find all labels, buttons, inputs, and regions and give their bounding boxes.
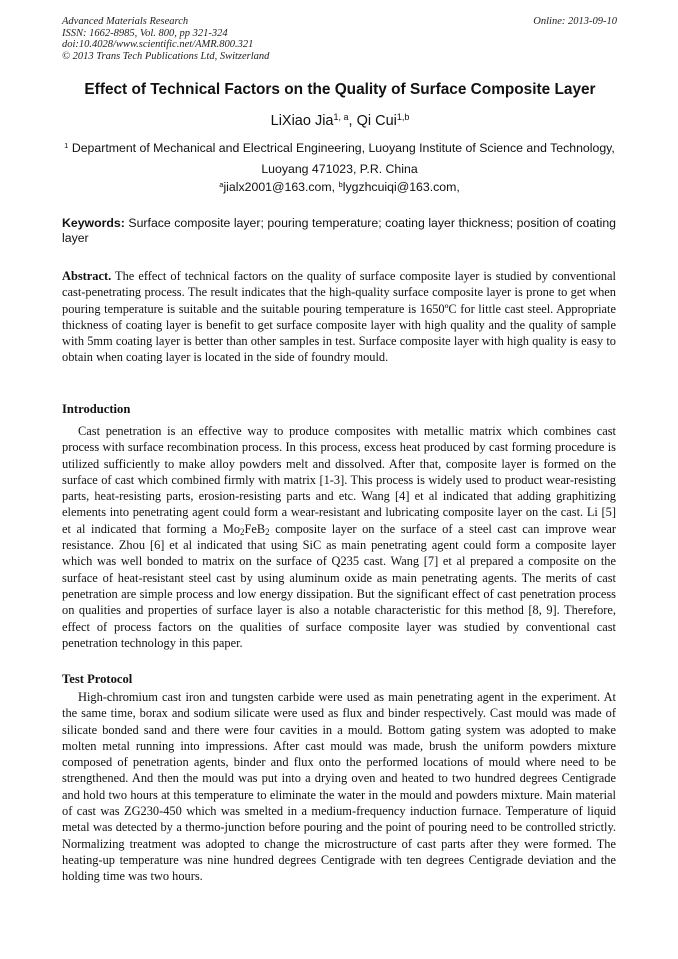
online-date: Online: 2013-09-10 — [533, 16, 617, 27]
affiliation — [62, 138, 617, 180]
issn-line: ISSN: 1662-8985, Vol. 800, pp 321-324 — [62, 27, 228, 39]
affil-marker: 1 — [64, 140, 69, 150]
keywords-label: Keywords: — [62, 216, 125, 230]
keywords — [62, 216, 616, 246]
email-address: lygzhcuiqi@163.com, — [342, 180, 460, 194]
abstract — [62, 268, 616, 366]
intro-text: composite layer on the surface of a steel cast can improve wear resistance. Zhou [6] et al indicated that using SiC as main penetrating agent could form a composite layer which was well bonded to matrix on the surface of Q235 cast. Wang [7] et al prepared a composite on the surface of heat-resistant steel cast by using aluminum oxide as main penetrating agents. The merits of cast penetration are simple process and low energy dissipation. But the significant effect of cast penetration process on qualities and properties of surface layer is also a notable characteristic for this method [8, 9]. Therefore, effect of process factors on the qualities of surface composite layer was studied by conventional cast penetration technology in this paper. — [62, 521, 616, 650]
journal-header — [62, 16, 617, 62]
formula-subscript: 2 — [265, 527, 270, 537]
doi-line: doi:10.4028/www.scientific.net/AMR.800.321 — [62, 39, 254, 51]
section-heading-introduction: Introduction — [62, 402, 131, 416]
author-separator: , — [348, 113, 357, 129]
paper-title: Effect of Technical Factors on the Quality of Surface Composite Layer — [84, 81, 596, 98]
author-name: Qi Cui — [356, 113, 397, 129]
affiliation-text: Department of Mechanical and Electrical Engineering, Luoyang Institute of Science and Technology, Luoyang 471023, P.R. China — [68, 141, 615, 176]
test-protocol-paragraph: High-chromium cast iron and tungsten carbide were used as main penetrating agent in the experiment. At the same time, borax and sodium silicate were used as flux and binder respectively. Cast mould was made of silicate bonded sand and there were four cavities in a mould. Bottom gating system was adopted to make molten metal running into impressions. After cast mould was made, brush the uniform powders mixture composed of penetration agents, binder and flux onto the performed locations of mould where need to be strengthened. And then the mould was put into a drying oven and heated to two hundred degrees Centigrade and hold two hours at this temperature to eliminate the water in the mould and powders mixture. Main material of cast was ZG230-450 which was smelted in a medium-frequency induction furnace. Temperature of liquid metal was detected by a thermo-junction before pouring and the point of pouring need to be controlled strictly. Normalizing treatment was adopted to change the microstructure of cast parts after they were formed. The heating-up temperature was nine hundred degrees Centigrade with ten degrees Centigrade deviation and the holding time was two hours. — [62, 690, 616, 884]
email-address: jialx2001@163.com, — [223, 180, 339, 194]
formula-element: Mo — [222, 521, 241, 536]
section-heading-test-protocol: Test Protocol — [62, 672, 133, 686]
author-name: LiXiao Jia — [270, 113, 334, 129]
introduction-paragraph — [62, 423, 616, 651]
author-emails — [62, 180, 617, 194]
email-marker: b — [338, 179, 343, 189]
intro-text: Cast penetration is an effective way to produce composites with metallic matrix which combines cast process with surface recombination process. In this process, excess heat produced by cast forming procedure is utilized sufficiently to make alloy powders melt and dissolved. After that, composite layer is formed on the surface of cast which combined firmly with matrix [1-3]. This process is widely used to product wear-resisting parts, heat-resisting parts, erosion-resisting parts and etc. Wang [4] et al indicated that adding graphitizing elements into penetrating agent could form a wear-resistant and lubricating composite layer on the cast. Li [5] et al indicated that forming a — [62, 424, 616, 536]
abstract-label: Abstract. — [62, 269, 112, 283]
author-line — [40, 113, 640, 129]
author-affil-marker: 1, a — [333, 112, 349, 123]
formula-subscript: 2 — [240, 527, 245, 537]
journal-name: Advanced Materials Research — [62, 16, 189, 27]
email-marker: a — [219, 179, 224, 189]
keywords-text: Surface composite layer; pouring temperature; coating layer thickness; position of coating layer — [62, 216, 616, 245]
abstract-text: The effect of technical factors on the quality of surface composite layer is studied by conventional cast-penetrating process. The result indicates that the high-quality surface composite layer is prone to get when pouring temperature is suitable and the suitable pouring temperature is 1650ºC for little cast steel. Appropriate thickness of coating layer is benefit to get surface composite layer with high quality and the quality of sample with 5mm coating layer is better than other samples in test. Surface composite layer with high quality is easy to obtain when coating layer is located in the side of foundry mould. — [62, 269, 616, 365]
author-affil-marker: 1,b — [396, 112, 410, 123]
formula-element: FeB — [244, 521, 266, 536]
copyright-line: © 2013 Trans Tech Publications Ltd, Switzerland — [62, 50, 270, 62]
